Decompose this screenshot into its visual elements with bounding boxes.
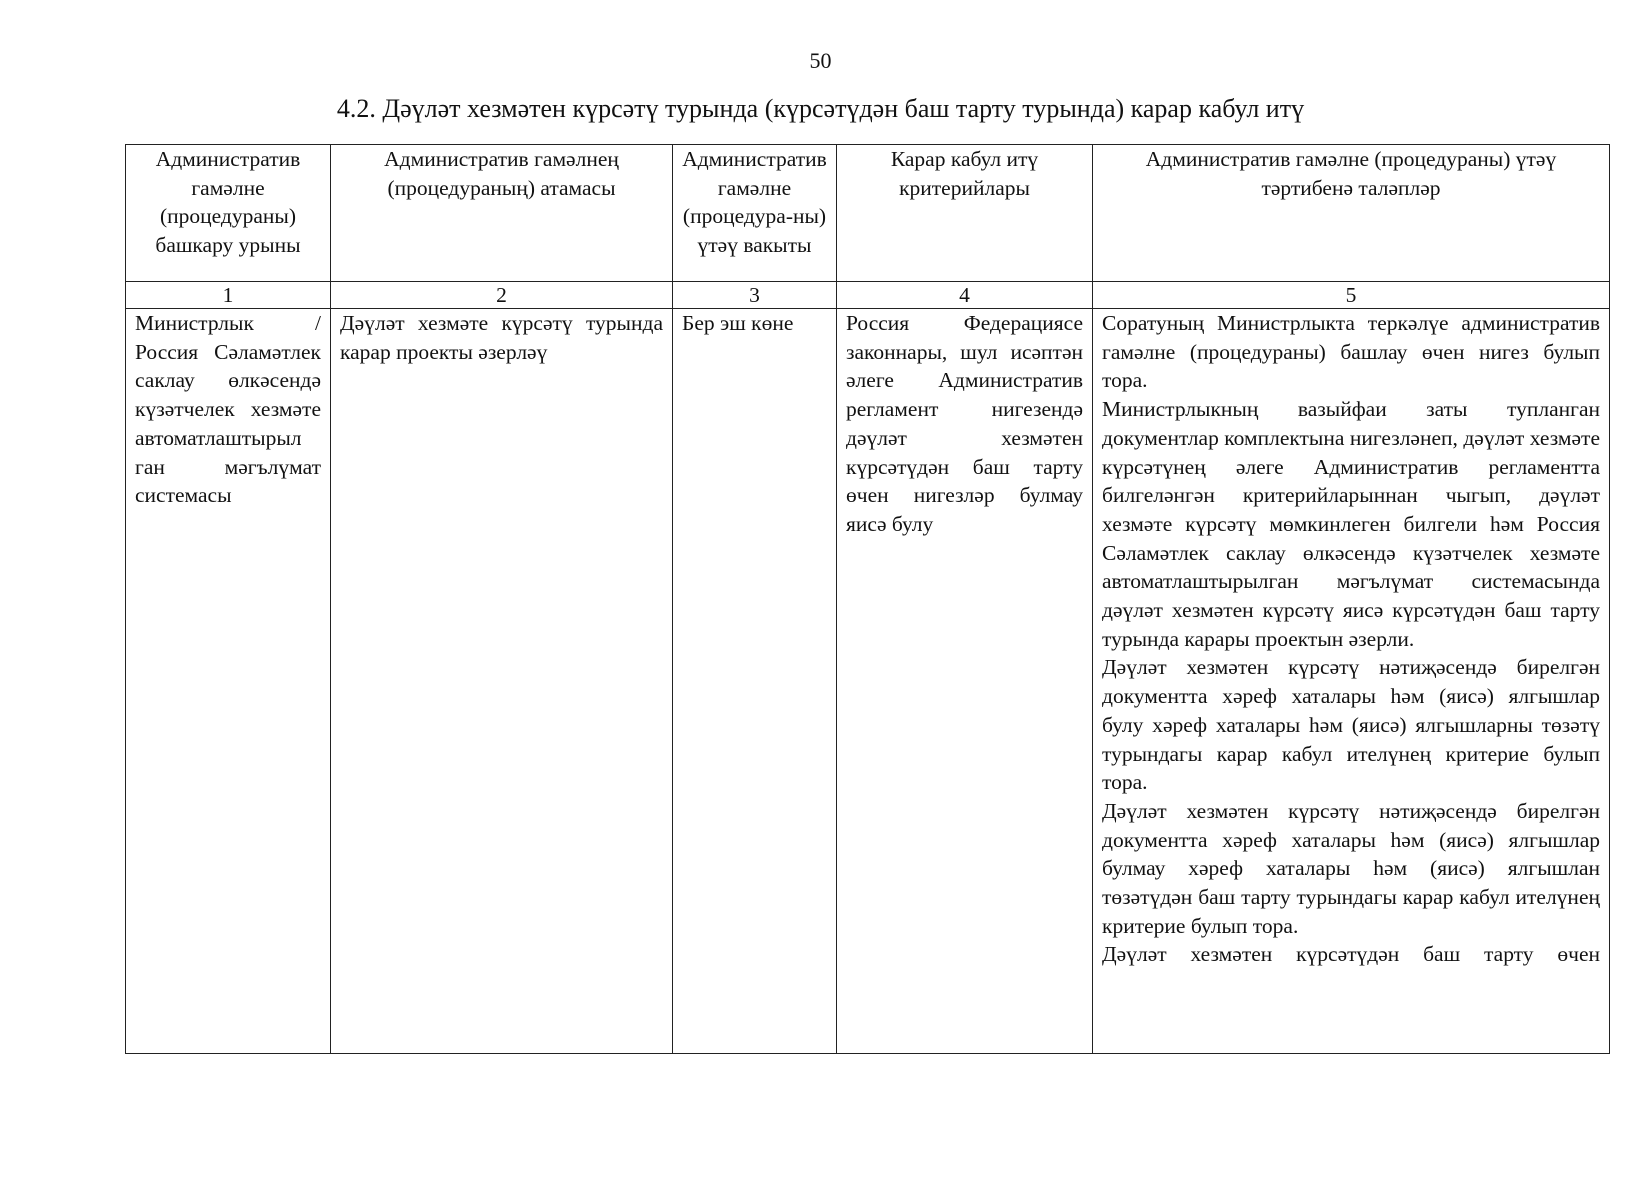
table-row (126, 309, 1610, 1054)
column-number: 5 (1093, 282, 1610, 309)
column-number: 3 (673, 282, 837, 309)
header-name: Административ гамәлнең (процедураның) атамасы (331, 145, 673, 282)
header-place: Административ гамәлне (процедураны) башкару урыны (126, 145, 331, 282)
header-requirements: Административ гамәлне (процедураны) үтәү тәртибенә таләпләр (1093, 145, 1610, 282)
cell-name: Дәүләт хезмәте күрсәтү турында карар проекты әзерләү (331, 309, 673, 1054)
column-number-row (126, 282, 1610, 309)
cell-time: Бер эш көне (673, 309, 837, 1054)
requirement-paragraph: Соратуның Министрлыкта теркәлүе административ гамәлне (процедураны) башлау өчен нигез булып тора. (1102, 311, 1600, 393)
cell-criteria: Россия Федерациясе законнары, шул исәптән әлеге Административ регламент нигезендә дәүләт хезмәтен күрсәтүдән баш тарту өчен нигезләр булмау яисә булу (837, 309, 1093, 1054)
column-number: 2 (331, 282, 673, 309)
header-criteria: Карар кабул итү критерийлары (837, 145, 1093, 282)
column-number: 1 (126, 282, 331, 309)
page-number: 50 (809, 48, 832, 73)
column-number: 4 (837, 282, 1093, 309)
cell-requirements (1093, 309, 1610, 1054)
header-time: Административ гамәлне (процедура-ны) үтәү вакыты (673, 145, 837, 282)
cell-place: Министрлык / Россия Сәламәтлек саклау өлкәсендә күзәтчелек хезмәте автоматлаштырыл ган мәгълүмат системасы (126, 309, 331, 1054)
requirement-paragraph: Дәүләт хезмәтен күрсәтү нәтиҗәсендә бирелгән документта хәреф хаталары һәм (яисә) ялгышлар булмау хәреф хаталары һәм (яисә) ялгышлан төзәтүдән баш тарту турындагы карар кабул ителүнең критерие булып тора. (1102, 798, 1600, 938)
requirement-paragraph: Министрлыкның вазыйфаи заты тупланган документлар комплектына нигезләнеп, дәүләт хезмәте күрсәтүнең әлеге Административ регламентта билгеләнгән критерийларыннан чыгып, дәүләт хезмәте күрсәтү мөмкинлеген билгели һәм Россия Сәламәтлек саклау өлкәсендә күзәтчелек хезмәте автоматлаштырылган мәгълүмат системасында дәүләт хезмәтен күрсәтү яисә күрсәтүдән баш тарту турында карары проектын әзерли. (1102, 397, 1600, 651)
table-header-row (126, 145, 1610, 282)
requirement-paragraph: Дәүләт хезмәтен күрсәтү нәтиҗәсендә бирелгән документта хәреф хаталары һәм (яисә) ялгышлар булу хәреф хаталары һәм (яисә) ялгышларны төзәтү турындагы карар кабул ителүнең критерие булып тора. (1102, 655, 1600, 795)
procedure-table (125, 144, 1610, 1054)
page-heading: 4.2. Дәүләт хезмәтен күрсәтү турында (күрсәтүдән баш тарту турында) карар кабул итү (336, 94, 1305, 123)
requirement-paragraph: Дәүләт хезмәтен күрсәтүдән баш тарту өчен (1102, 942, 1600, 967)
